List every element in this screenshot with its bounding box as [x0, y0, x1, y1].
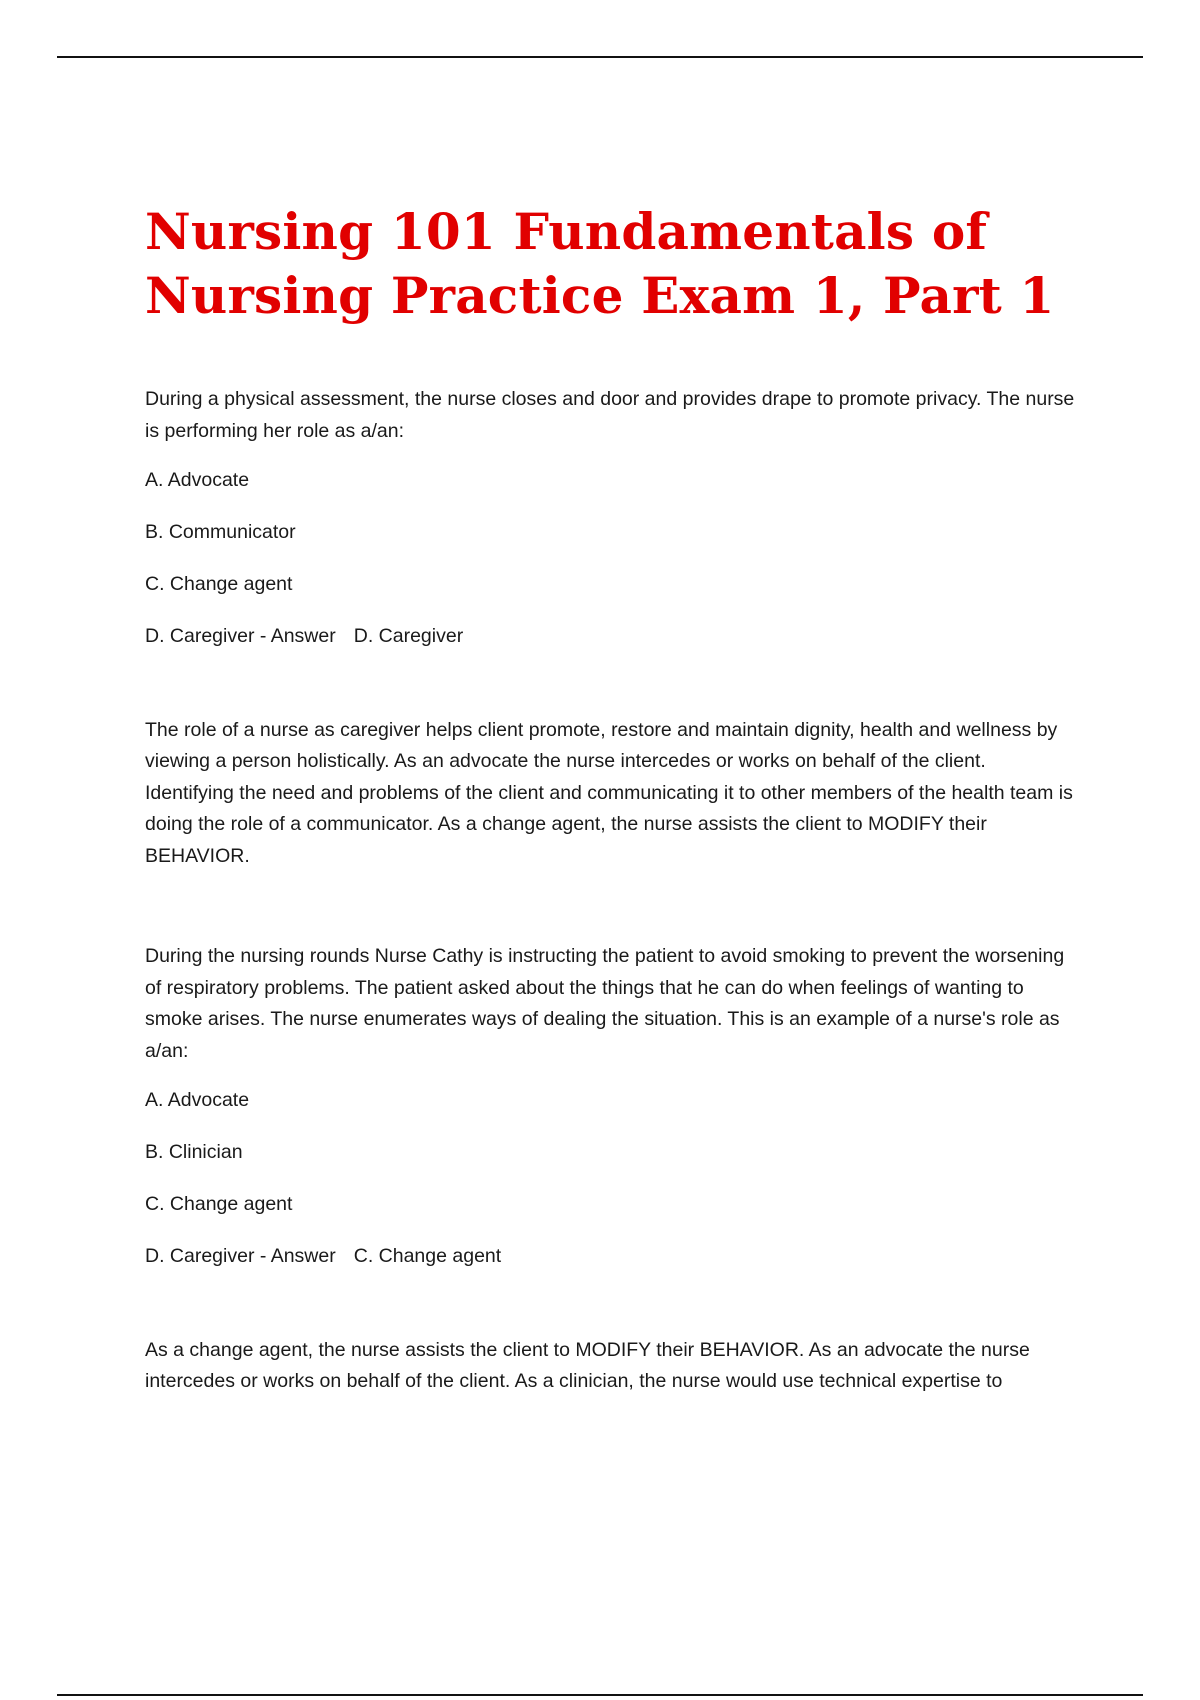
- answer-value: C. Change agent: [353, 1245, 502, 1267]
- question-text: During the nursing rounds Nurse Cathy is instructing the patient to avoid smoking to prevent the worsening of respiratory problems. The patient asked about the things that he can do when feelings of wanting to smoke arises. The nurse enumerates ways of dealing the situation. This is an example of a nurse's role as a/an:: [145, 945, 1065, 1062]
- option-b: B. Communicator: [145, 521, 296, 543]
- option-d: D. Caregiver - Answer: [145, 625, 336, 647]
- question-block-1: [145, 384, 1075, 872]
- option-c: C. Change agent: [145, 1193, 293, 1215]
- option-d-with-answer: [145, 1241, 1075, 1273]
- top-rule: [57, 56, 1143, 58]
- answer-value: D. Caregiver: [353, 625, 464, 647]
- option-c: C. Change agent: [145, 573, 293, 595]
- question-block-2: [145, 941, 1075, 1398]
- document-title: Nursing 101 Fundamentals of Nursing Practice Exam 1, Part 1: [145, 202, 1055, 325]
- rationale-text: As a change agent, the nurse assists the client to MODIFY their BEHAVIOR. As an advocate the nurse intercedes or works on behalf of the client. As a clinician, the nurse would use technical expertise to: [145, 1338, 1030, 1392]
- question-text: During a physical assessment, the nurse closes and door and provides drape to promote privacy. The nurse is performing her role as a/an:: [145, 388, 1075, 442]
- option-d: D. Caregiver - Answer: [145, 1245, 336, 1267]
- option-d-with-answer: [145, 621, 1075, 653]
- rationale-text: The role of a nurse as caregiver helps client promote, restore and maintain dignity, health and wellness by viewing a person holistically. As an advocate the nurse intercedes or works on behalf of the client. Identifying the need and problems of the client and communicating it to other members of the health team is doing the role of a communicator. As a change agent, the nurse assists the client to MODIFY their BEHAVIOR.: [145, 718, 1073, 867]
- option-b: B. Clinician: [145, 1141, 243, 1163]
- option-a: A. Advocate: [145, 1089, 250, 1111]
- bottom-rule: [57, 1694, 1143, 1696]
- document-body: [145, 200, 1075, 1398]
- option-a: A. Advocate: [145, 469, 250, 491]
